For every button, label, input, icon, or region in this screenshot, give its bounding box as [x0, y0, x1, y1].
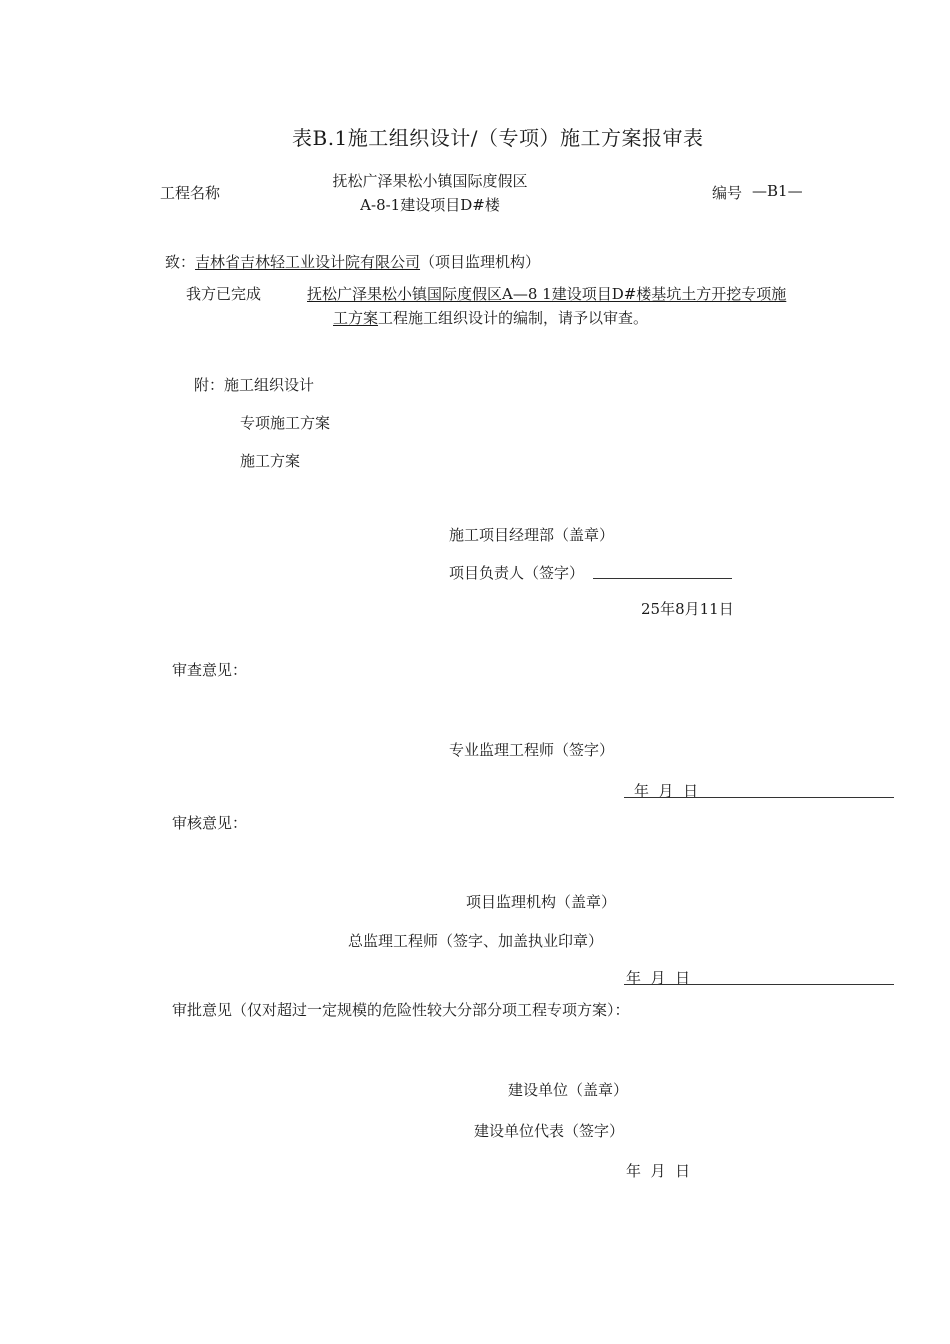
date-line-audit — [624, 984, 894, 985]
owner-unit: 建设单位（盖章） — [508, 1081, 629, 1099]
number-value: —B1— — [752, 182, 803, 200]
approval-opinion-label: 审批意见（仅对超过一定规模的危险性较大分部分项工程专项方案）： — [172, 1001, 630, 1019]
audit-opinion-label: 审核意见： — [172, 814, 248, 832]
completed-subject-line2: 工方案 — [333, 309, 379, 327]
chief-supervisor: 总监理工程师（签字、加盖执业印章） — [348, 932, 604, 950]
attachment-construction-plan: 施工方案 — [240, 452, 301, 470]
owner-rep: 建设单位代表（签字） — [474, 1122, 625, 1140]
recipient-line — [165, 251, 540, 272]
contractor-lead: 项目负责人（签字） — [449, 564, 585, 582]
completed-suffix: 工程施工组织设计的编制，请予以审查。 — [378, 309, 649, 327]
review-opinion-label: 审查意见： — [172, 661, 248, 679]
attachment-special-plan: 专项施工方案 — [240, 414, 331, 432]
project-name-line1: 抚松广泽果松小镇国际度假区 — [332, 172, 528, 190]
form-title: 表B.1施工组织设计/（专项）施工方案报审表 — [292, 126, 704, 150]
recipient-org: 吉林省吉林轻工业设计院有限公司 — [195, 253, 421, 271]
supervision-org: 项目监理机构（盖章） — [466, 893, 617, 911]
contractor-date: 25年8月11日 — [641, 600, 734, 618]
contractor-dept: 施工项目经理部（盖章） — [449, 526, 615, 544]
date-blank-approval: 年 月 日 — [626, 1162, 691, 1180]
project-name-line2: A-8-1建设项目D#楼 — [360, 196, 500, 214]
supervisor-engineer: 专业监理工程师（签字） — [449, 741, 615, 759]
contractor-signature-line — [593, 578, 732, 579]
project-name-label: 工程名称 — [160, 184, 221, 202]
completed-prefix: 我方已完成 — [186, 285, 262, 303]
completed-line2 — [333, 307, 648, 328]
attachment-label: 附：施工组织设计 — [194, 376, 315, 394]
date-blank-review: 年 月 日 — [634, 782, 699, 800]
completed-subject-line1: 抚松广泽果松小镇国际度假区A—8 1建设项目D#楼基坑土方开挖专项施 — [307, 285, 787, 303]
date-blank-audit: 年 月 日 — [626, 969, 691, 987]
number-label: 编号 — [712, 184, 743, 202]
to-prefix: 致： — [165, 253, 196, 271]
date-line-review — [624, 797, 894, 798]
to-suffix: （项目监理机构） — [420, 253, 541, 271]
